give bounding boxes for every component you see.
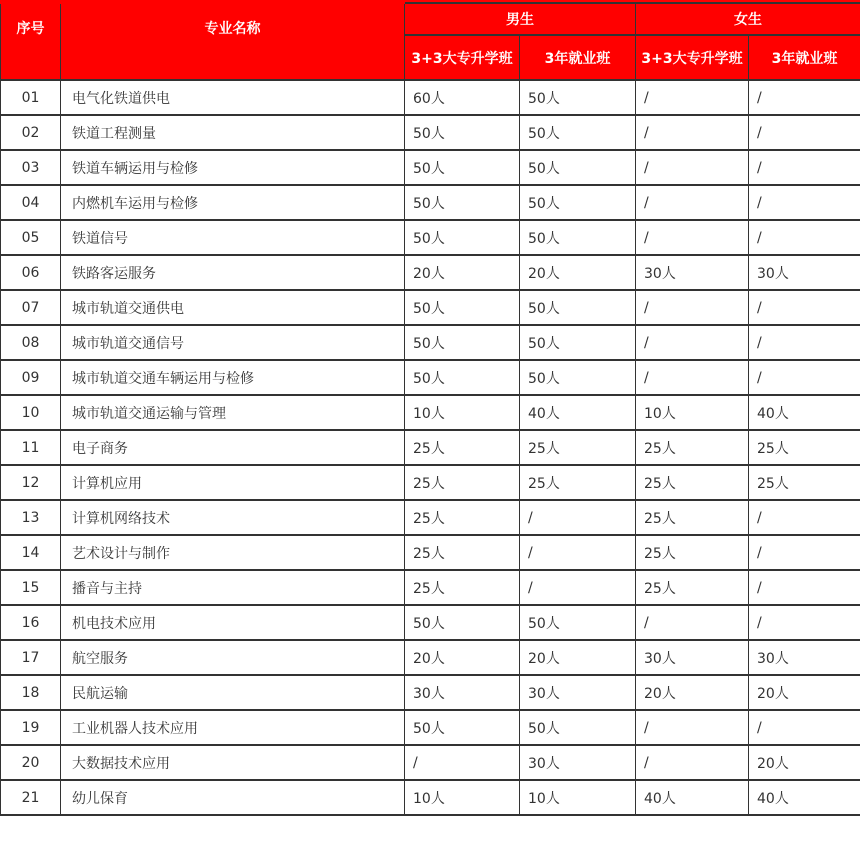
female-upgrade-count-cell: / xyxy=(636,605,749,640)
table-row xyxy=(1,780,860,815)
table-row xyxy=(1,570,860,605)
male-upgrade-count-cell: 50人 xyxy=(405,710,520,745)
male-employment-count-cell: 50人 xyxy=(520,115,636,150)
major-name-cell: 民航运输 xyxy=(61,675,405,710)
male-employment-count-cell: / xyxy=(520,535,636,570)
male-upgrade-count-cell: 50人 xyxy=(405,220,520,255)
table-row xyxy=(1,325,860,360)
major-name-cell: 铁道车辆运用与检修 xyxy=(61,150,405,185)
female-employment-count-cell: / xyxy=(749,185,860,220)
female-upgrade-count-cell: / xyxy=(636,325,749,360)
major-name-cell: 播音与主持 xyxy=(61,570,405,605)
male-employment-count-cell: 25人 xyxy=(520,465,636,500)
row-no-cell: 06 xyxy=(1,255,61,290)
row-no-cell: 16 xyxy=(1,605,61,640)
female-employment-count-cell: / xyxy=(749,220,860,255)
major-name-cell: 内燃机车运用与检修 xyxy=(61,185,405,220)
table-row xyxy=(1,255,860,290)
male-employment-count-cell: 50人 xyxy=(520,325,636,360)
table-row xyxy=(1,115,860,150)
major-name-cell: 铁路客运服务 xyxy=(61,255,405,290)
major-name-cell: 城市轨道交通车辆运用与检修 xyxy=(61,360,405,395)
row-no-cell: 12 xyxy=(1,465,61,500)
major-name-cell: 大数据技术应用 xyxy=(61,745,405,780)
table-row xyxy=(1,430,860,465)
male-employment-count-cell: / xyxy=(520,570,636,605)
male-employment-count-cell: 50人 xyxy=(520,185,636,220)
header-group-row xyxy=(1,3,860,35)
row-no-cell: 01 xyxy=(1,80,61,115)
female-upgrade-count-cell: 25人 xyxy=(636,430,749,465)
major-name-cell: 电气化铁道供电 xyxy=(61,80,405,115)
row-no-cell: 13 xyxy=(1,500,61,535)
enrollment-table xyxy=(0,2,860,816)
female-upgrade-count-cell: 25人 xyxy=(636,570,749,605)
male-upgrade-count-cell: 50人 xyxy=(405,325,520,360)
female-employment-count-cell: 20人 xyxy=(749,745,860,780)
female-upgrade-count-cell: / xyxy=(636,360,749,395)
male-upgrade-count-cell: 25人 xyxy=(405,535,520,570)
male-upgrade-count-cell: 50人 xyxy=(405,150,520,185)
header-col-no: 序号 xyxy=(1,3,61,80)
row-no-cell: 20 xyxy=(1,745,61,780)
male-upgrade-count-cell: 25人 xyxy=(405,500,520,535)
male-employment-count-cell: 25人 xyxy=(520,430,636,465)
row-no-cell: 02 xyxy=(1,115,61,150)
major-name-cell: 计算机网络技术 xyxy=(61,500,405,535)
female-employment-count-cell: / xyxy=(749,570,860,605)
female-employment-count-cell: / xyxy=(749,605,860,640)
male-upgrade-count-cell: 25人 xyxy=(405,465,520,500)
male-upgrade-count-cell: 25人 xyxy=(405,570,520,605)
major-name-cell: 艺术设计与制作 xyxy=(61,535,405,570)
male-employment-count-cell: 50人 xyxy=(520,290,636,325)
female-upgrade-count-cell: 30人 xyxy=(636,640,749,675)
table-row xyxy=(1,80,860,115)
row-no-cell: 17 xyxy=(1,640,61,675)
male-employment-count-cell: 40人 xyxy=(520,395,636,430)
major-name-cell: 城市轨道交通供电 xyxy=(61,290,405,325)
female-employment-count-cell: 20人 xyxy=(749,675,860,710)
male-employment-count-cell: 50人 xyxy=(520,710,636,745)
female-employment-count-cell: 25人 xyxy=(749,465,860,500)
female-employment-count-cell: 25人 xyxy=(749,430,860,465)
table-row xyxy=(1,605,860,640)
table-row xyxy=(1,290,860,325)
row-no-cell: 03 xyxy=(1,150,61,185)
female-employment-count-cell: / xyxy=(749,325,860,360)
female-upgrade-count-cell: / xyxy=(636,710,749,745)
row-no-cell: 09 xyxy=(1,360,61,395)
male-upgrade-count-cell: 50人 xyxy=(405,185,520,220)
table-row xyxy=(1,675,860,710)
female-employment-count-cell: 30人 xyxy=(749,255,860,290)
female-upgrade-count-cell: 30人 xyxy=(636,255,749,290)
major-name-cell: 计算机应用 xyxy=(61,465,405,500)
female-employment-count-cell: / xyxy=(749,290,860,325)
male-employment-count-cell: 20人 xyxy=(520,640,636,675)
table-row xyxy=(1,465,860,500)
table-body xyxy=(1,80,860,815)
major-name-cell: 电子商务 xyxy=(61,430,405,465)
header-male-upgrade-class: 3+3大专升学班 xyxy=(405,35,520,80)
male-employment-count-cell: 30人 xyxy=(520,745,636,780)
row-no-cell: 18 xyxy=(1,675,61,710)
female-employment-count-cell: 40人 xyxy=(749,780,860,815)
male-upgrade-count-cell: 20人 xyxy=(405,640,520,675)
table-row xyxy=(1,745,860,780)
male-upgrade-count-cell: 60人 xyxy=(405,80,520,115)
female-upgrade-count-cell: 25人 xyxy=(636,465,749,500)
table-row xyxy=(1,150,860,185)
female-upgrade-count-cell: / xyxy=(636,220,749,255)
male-employment-count-cell: / xyxy=(520,500,636,535)
header-male-employment-class: 3年就业班 xyxy=(520,35,636,80)
male-upgrade-count-cell: 50人 xyxy=(405,605,520,640)
male-employment-count-cell: 50人 xyxy=(520,80,636,115)
male-employment-count-cell: 50人 xyxy=(520,220,636,255)
table-row xyxy=(1,185,860,220)
header-group-female: 女生 xyxy=(636,3,860,35)
table-row xyxy=(1,535,860,570)
male-upgrade-count-cell: 20人 xyxy=(405,255,520,290)
female-employment-count-cell: 30人 xyxy=(749,640,860,675)
female-upgrade-count-cell: / xyxy=(636,115,749,150)
major-name-cell: 幼儿保育 xyxy=(61,780,405,815)
male-employment-count-cell: 50人 xyxy=(520,605,636,640)
female-employment-count-cell: / xyxy=(749,500,860,535)
row-no-cell: 19 xyxy=(1,710,61,745)
row-no-cell: 11 xyxy=(1,430,61,465)
male-upgrade-count-cell: 30人 xyxy=(405,675,520,710)
major-name-cell: 工业机器人技术应用 xyxy=(61,710,405,745)
female-employment-count-cell: / xyxy=(749,115,860,150)
major-name-cell: 城市轨道交通信号 xyxy=(61,325,405,360)
female-upgrade-count-cell: / xyxy=(636,80,749,115)
row-no-cell: 08 xyxy=(1,325,61,360)
table-header xyxy=(1,3,860,80)
major-name-cell: 铁道信号 xyxy=(61,220,405,255)
male-employment-count-cell: 50人 xyxy=(520,150,636,185)
female-upgrade-count-cell: 20人 xyxy=(636,675,749,710)
table-row xyxy=(1,710,860,745)
female-upgrade-count-cell: / xyxy=(636,290,749,325)
header-group-male: 男生 xyxy=(405,3,636,35)
male-employment-count-cell: 10人 xyxy=(520,780,636,815)
row-no-cell: 10 xyxy=(1,395,61,430)
row-no-cell: 14 xyxy=(1,535,61,570)
male-upgrade-count-cell: 25人 xyxy=(405,430,520,465)
male-upgrade-count-cell: / xyxy=(405,745,520,780)
male-employment-count-cell: 20人 xyxy=(520,255,636,290)
female-upgrade-count-cell: / xyxy=(636,745,749,780)
male-upgrade-count-cell: 50人 xyxy=(405,360,520,395)
female-upgrade-count-cell: / xyxy=(636,150,749,185)
row-no-cell: 04 xyxy=(1,185,61,220)
female-employment-count-cell: / xyxy=(749,360,860,395)
row-no-cell: 15 xyxy=(1,570,61,605)
row-no-cell: 05 xyxy=(1,220,61,255)
table-row xyxy=(1,220,860,255)
male-upgrade-count-cell: 50人 xyxy=(405,115,520,150)
female-upgrade-count-cell: 25人 xyxy=(636,535,749,570)
female-upgrade-count-cell: 10人 xyxy=(636,395,749,430)
female-upgrade-count-cell: 40人 xyxy=(636,780,749,815)
header-female-employment-class: 3年就业班 xyxy=(749,35,860,80)
major-name-cell: 机电技术应用 xyxy=(61,605,405,640)
male-upgrade-count-cell: 10人 xyxy=(405,780,520,815)
female-employment-count-cell: / xyxy=(749,710,860,745)
row-no-cell: 07 xyxy=(1,290,61,325)
male-upgrade-count-cell: 50人 xyxy=(405,290,520,325)
major-name-cell: 铁道工程测量 xyxy=(61,115,405,150)
table-row xyxy=(1,500,860,535)
row-no-cell: 21 xyxy=(1,780,61,815)
table-row xyxy=(1,395,860,430)
female-employment-count-cell: / xyxy=(749,80,860,115)
male-employment-count-cell: 30人 xyxy=(520,675,636,710)
female-employment-count-cell: / xyxy=(749,535,860,570)
female-upgrade-count-cell: / xyxy=(636,185,749,220)
major-name-cell: 航空服务 xyxy=(61,640,405,675)
female-employment-count-cell: / xyxy=(749,150,860,185)
table-row xyxy=(1,640,860,675)
female-upgrade-count-cell: 25人 xyxy=(636,500,749,535)
female-employment-count-cell: 40人 xyxy=(749,395,860,430)
header-col-major: 专业名称 xyxy=(61,3,405,80)
table-row xyxy=(1,360,860,395)
major-name-cell: 城市轨道交通运输与管理 xyxy=(61,395,405,430)
header-female-upgrade-class: 3+3大专升学班 xyxy=(636,35,749,80)
male-employment-count-cell: 50人 xyxy=(520,360,636,395)
male-upgrade-count-cell: 10人 xyxy=(405,395,520,430)
